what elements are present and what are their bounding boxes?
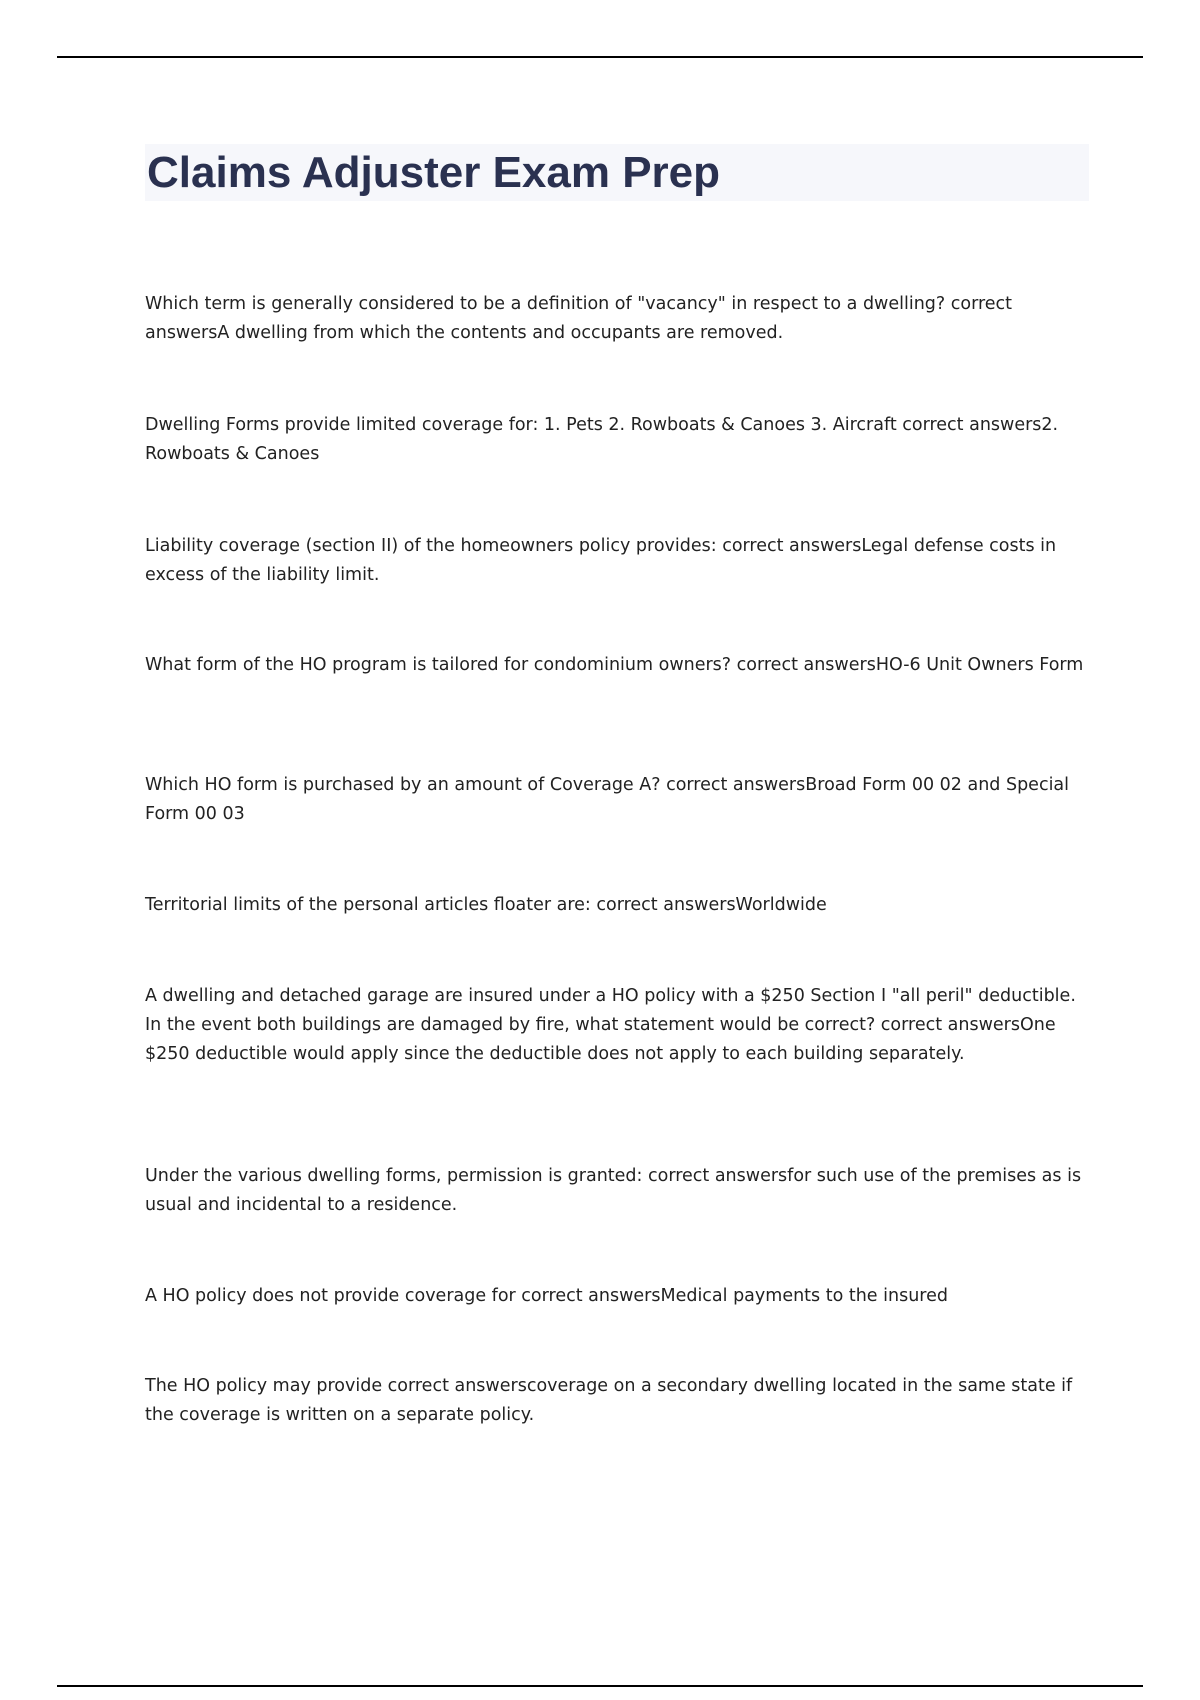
question-item-7: A dwelling and detached garage are insured under a HO policy with a $250 Section I "all peril" deductible. In the event both buildings are damaged by fire, what statement would be correct? correct answersOne $250 deductible would apply since the deductible does not apply to each building separately. <box>145 986 1076 1064</box>
top-rule <box>57 56 1143 58</box>
question-item-9: A HO policy does not provide coverage for correct answersMedical payments to the insured <box>145 1286 948 1306</box>
question-item-8: Under the various dwelling forms, permission is granted: correct answersfor such use of the premises as is usual and incidental to a residence. <box>145 1166 1082 1215</box>
question-item-1: Which term is generally considered to be a definition of "vacancy" in respect to a dwelling? correct answersA dwelling from which the contents and occupants are removed. <box>145 294 1013 343</box>
question-item-6: Territorial limits of the personal articles floater are: correct answersWorldwide <box>145 895 827 915</box>
question-item-2: Dwelling Forms provide limited coverage for: 1. Pets 2. Rowboats & Canoes 3. Aircraft correct answers2. Rowboats & Canoes <box>145 415 1059 464</box>
title-band <box>145 144 1089 201</box>
question-item-4: What form of the HO program is tailored for condominium owners? correct answersHO-6 Unit Owners Form <box>145 655 1084 675</box>
bottom-rule <box>57 1685 1143 1687</box>
question-item-10: The HO policy may provide correct answerscoverage on a secondary dwelling located in the same state if the coverage is written on a separate policy. <box>145 1376 1073 1425</box>
page-title: Claims Adjuster Exam Prep <box>147 148 721 197</box>
question-item-3: Liability coverage (section II) of the homeowners policy provides: correct answersLegal defense costs in excess of the liability limit. <box>145 536 1057 585</box>
question-item-5: Which HO form is purchased by an amount of Coverage A? correct answersBroad Form 00 02 and Special Form 00 03 <box>145 775 1070 824</box>
